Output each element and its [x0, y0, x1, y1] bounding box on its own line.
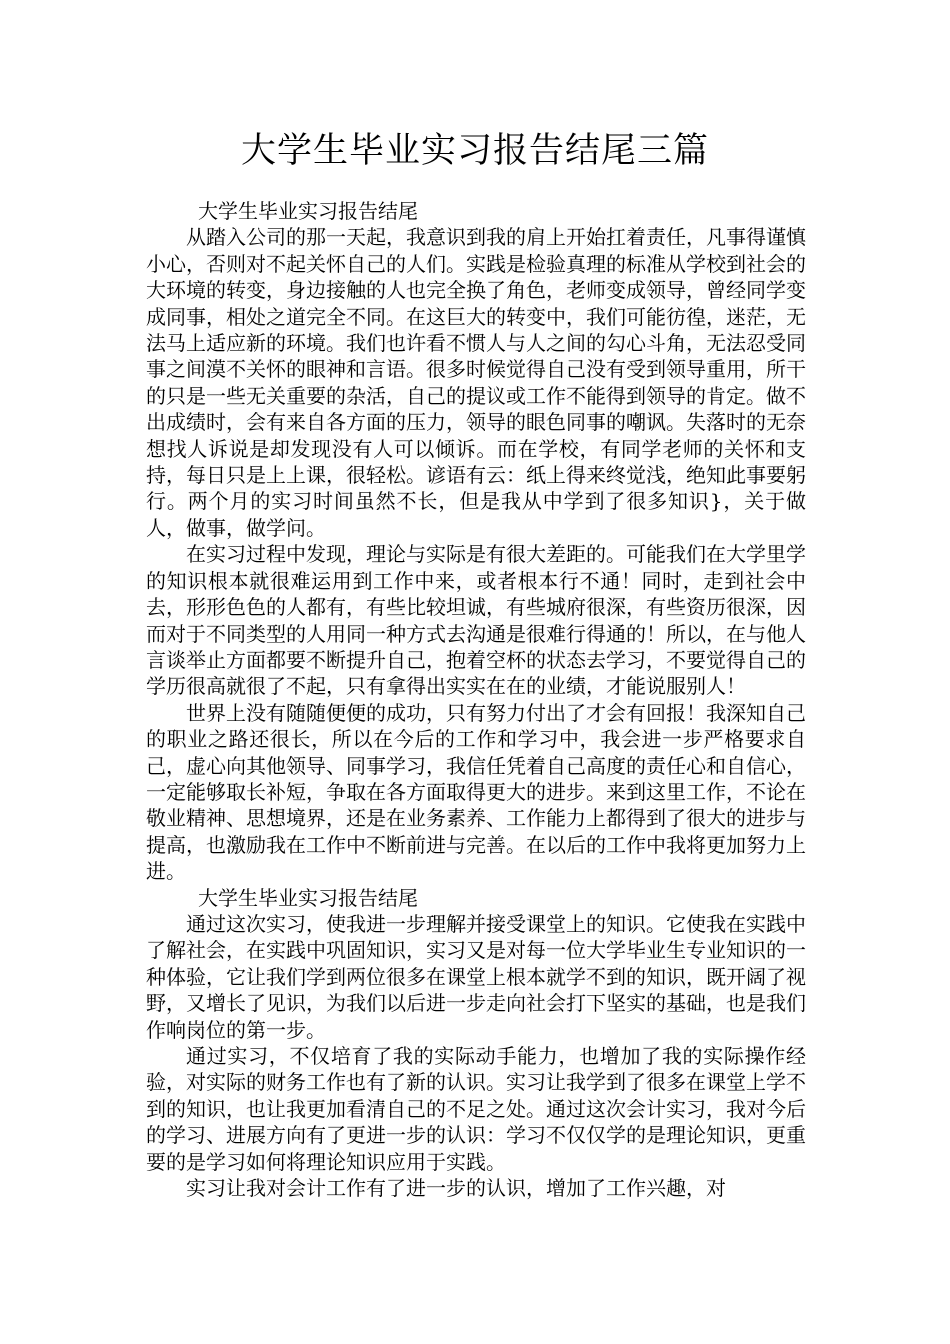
paragraph: 通过这次实习，使我进一步理解并接受课堂上的知识。它使我在实践中了解社会，在实践中巩固知识，实习又是对每一位大学毕业生专业知识的一种体验，它让我们学到两位很多在课堂上根本就学不到的知识，既开阔了视野，又增长了见识，为我们以后进一步走向社会打下坚实的基础，也是我们作响岗位的第一步。: [146, 911, 806, 1042]
paragraph: 从踏入公司的那一天起，我意识到我的肩上开始扛着责任，凡事得谨慎小心，否则对不起关怀自己的人们。实践是检验真理的标准从学校到社会的大环境的转变，身边接触的人也完全换了角色，老师变成领导，曾经同学变成同事，相处之道完全不同。在这巨大的转变中，我们可能彷徨，迷茫，无法马上适应新的环境。我们也许看不惯人与人之间的勾心斗角，无法忍受同事之间漠不关怀的眼神和言语。很多时候觉得自己没有受到领导重用，所干的只是一些无关重要的杂活，自己的提议或工作不能得到领导的肯定。做不出成绩时，会有来自各方面的压力，领导的眼色同事的嘲讽。失落时的无奈想找人诉说是却发现没有人可以倾诉。而在学校，有同学老师的关怀和支持，每日只是上上课，很轻松。谚语有云：纸上得来终觉浅，绝知此事要躬行。两个月的实习时间虽然不长，但是我从中学到了很多知识}，关于做人，做事，做学问。: [146, 225, 806, 540]
section-heading: 大学生毕业实习报告结尾: [198, 199, 418, 223]
document-title: 大学生毕业实习报告结尾三篇: [240, 131, 709, 171]
document-body: [146, 198, 806, 1201]
paragraph: 实习让我对会计工作有了进一步的认识，增加了工作兴趣，对: [186, 1176, 726, 1201]
section-heading: 大学生毕业实习报告结尾: [198, 885, 418, 910]
paragraph: 通过实习，不仅培育了我的实际动手能力，也增加了我的实际操作经验，对实际的财务工作也有了新的认识。实习让我学到了很多在课堂上学不到的知识，也让我更加看清自己的不足之处。通过这次会计实习，我对今后的学习、进展方向有了更进一步的认识：学习不仅仅学的是理论知识，更重要的是学习如何将理论知识应用于实践。: [146, 1044, 806, 1174]
paragraph: 世界上没有随随便便的成功，只有努力付出了才会有回报！我深知自己的职业之路还很长，所以在今后的工作和学习中，我会进一步严格要求自己，虚心向其他领导、同事学习，我信任凭着自己高度的责任心和自信心，一定能够取长补短，争取在各方面取得更大的进步。来到这里工作，不论在敬业精神、思想境界，还是在业务素养、工作能力上都得到了很大的进步与提高，也激励我在工作中不断前进与完善。在以后的工作中我将更加努力上进。: [146, 700, 806, 884]
paragraph: 在实习过程中发现，理论与实际是有很大差距的。可能我们在大学里学的知识根本就很难运用到工作中来，或者根本行不通！同时，走到社会中去，形形色色的人都有，有些比较坦诚，有些城府很深，有些资历很深，因而对于不同类型的人用同一种方式去沟通是很难行得通的！所以，在与他人言谈举止方面都要不断提升自己，抱着空杯的状态去学习，不要觉得自己的学历很高就很了不起，只有拿得出实实在在的业绩，才能说服别人！: [146, 542, 806, 699]
